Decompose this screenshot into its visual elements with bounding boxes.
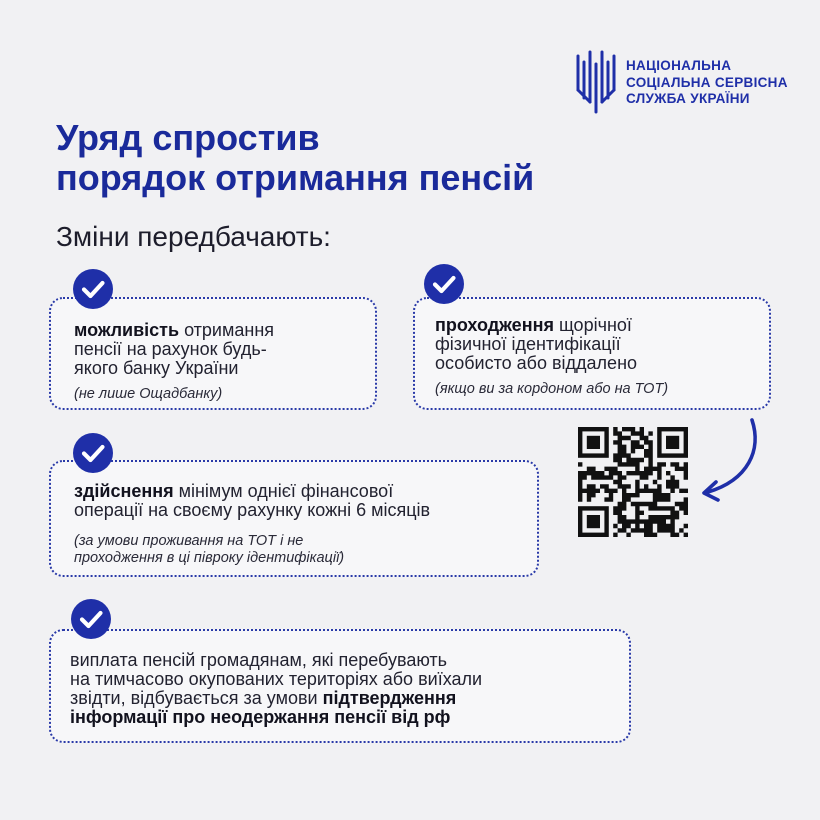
card-4-bold-1: підтвердження xyxy=(322,688,457,708)
card-1-line-2: пенсії на рахунок будь- xyxy=(74,339,267,359)
trident-logo-icon xyxy=(574,50,618,114)
title-line-2: порядок отримання пенсій xyxy=(56,157,535,198)
card-2-text xyxy=(435,316,637,373)
card-4-line-1: виплата пенсій громадянам, які перебувають xyxy=(70,650,448,670)
subtitle: Зміни передбачають: xyxy=(56,221,331,252)
card-1-line-3: якого банку України xyxy=(74,358,239,378)
card-3-line-2: операції на своєму рахунку кожні 6 місяців xyxy=(74,500,431,520)
card-3-bold: здійснення xyxy=(74,481,174,501)
logo-line-1: НАЦІОНАЛЬНА xyxy=(626,58,732,73)
card-4-line-3: звідти, відбувається за умови xyxy=(70,688,323,708)
qr-finder-pattern xyxy=(659,429,685,455)
card-1-note: (не лише Ощадбанку) xyxy=(74,386,223,402)
card-4-line-2: на тимчасово окупованих територіях або виїхали xyxy=(70,669,483,689)
card-2-note: (якщо ви за кордоном або на ТОТ) xyxy=(435,381,669,397)
service-logo xyxy=(574,50,794,114)
card-2-line-3: особисто або віддалено xyxy=(435,353,638,373)
service-name xyxy=(626,58,788,108)
card-2-line-2: фізичної ідентифікації xyxy=(435,334,621,354)
card-3-note-line-2: проходження в ці півроку ідентифікації) xyxy=(74,550,345,566)
card-2-line-1: щорічної xyxy=(553,315,632,335)
logo-line-2: СОЦІАЛЬНА СЕРВІСНА xyxy=(626,74,788,90)
qr-code xyxy=(578,427,688,537)
card-3-note-line-1: (за умови проживання на ТОТ і не xyxy=(74,533,304,549)
logo-line-3: СЛУЖБА УКРАЇНИ xyxy=(626,91,750,106)
card-2-bold: проходження xyxy=(435,315,554,335)
card-3-note xyxy=(74,533,344,567)
check-circle-icon xyxy=(71,599,111,639)
card-3-line-1: мінімум однієї фінансової xyxy=(173,481,394,501)
card-4-bold-2: інформації про неодержання пенсії від рф xyxy=(70,707,451,727)
check-circle-icon xyxy=(73,269,113,309)
card-1-bold: можливість xyxy=(74,320,180,340)
title-line-1: Уряд спростив xyxy=(56,117,320,158)
check-circle-icon xyxy=(73,433,113,473)
qr-finder-pattern xyxy=(580,508,606,534)
curved-arrow-icon xyxy=(690,414,770,504)
qr-finder-pattern xyxy=(580,429,606,455)
card-3-text xyxy=(74,482,430,520)
card-1-text xyxy=(74,321,274,378)
check-circle-icon xyxy=(424,264,464,304)
card-4-text xyxy=(70,651,482,727)
page-title xyxy=(56,118,534,198)
card-1-line-1: отримання xyxy=(179,320,275,340)
